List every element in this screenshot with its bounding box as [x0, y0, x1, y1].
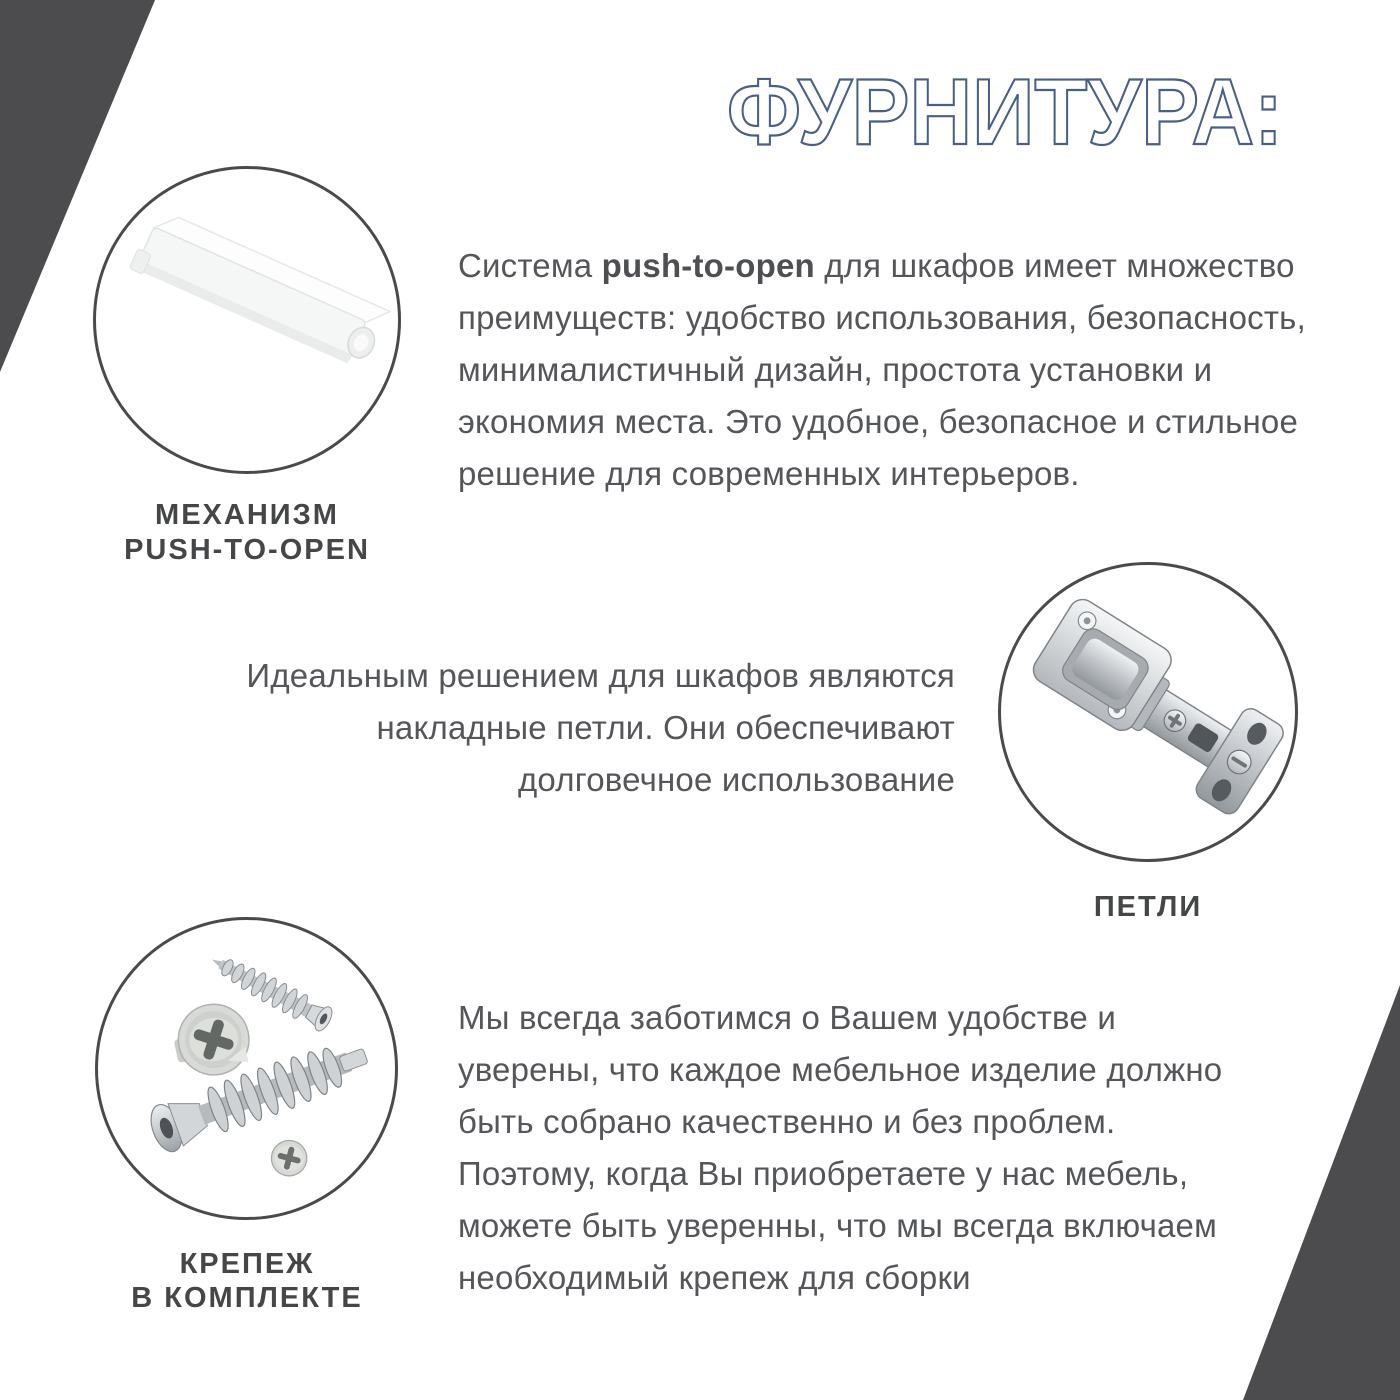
caption-fasteners-line1: КРЕПЕЖ	[179, 1248, 315, 1280]
push-to-open-mechanism-icon	[96, 169, 398, 471]
text-line: минималистичный дизайн, простота установки и	[458, 351, 1213, 388]
text-line: преимуществ: удобство использования, безопасность,	[458, 299, 1306, 336]
text-line: накладные петли. Они обеспечивают	[376, 709, 955, 746]
caption-hinges-line1: ПЕТЛИ	[1093, 891, 1203, 923]
page-title-block	[725, 58, 1325, 166]
caption-fasteners	[57, 1247, 437, 1315]
paragraph-fasteners	[458, 992, 1348, 1304]
paragraph-push-to-open	[458, 240, 1348, 500]
caption-push-to-open	[57, 498, 437, 568]
screws-and-cam-fittings-icon	[98, 920, 395, 1217]
text-line: можете быть уверенны, что мы всегда включаем	[458, 1207, 1217, 1244]
text-line: Мы всегда заботимся о Вашем удобстве и	[458, 999, 1116, 1036]
hinge-photo-circle	[998, 562, 1298, 862]
caption-hinges	[995, 890, 1301, 925]
caption-push-to-open-line1: МЕХАНИЗМ	[155, 499, 339, 531]
text-line: решение для современных интерьеров.	[458, 455, 1080, 492]
text-line: Идеальным решением для шкафов являются	[246, 657, 955, 694]
text-line: экономия места. Это удобное, безопасное и стильное	[458, 403, 1298, 440]
text-line: Система push-to-open для шкафов имеет множество	[458, 247, 1295, 284]
text-line: необходимый крепеж для сборки	[458, 1259, 971, 1296]
paragraph-hinges	[235, 650, 955, 806]
cabinet-hinge-icon	[1001, 565, 1295, 859]
text-line: долговечное использование	[517, 761, 955, 798]
text-line: уверены, что каждое мебельное изделие должно	[458, 1051, 1223, 1088]
text-line: быть собрано качественно и без проблем.	[458, 1103, 1116, 1140]
page-title: ФУРНИТУРА:	[727, 59, 1283, 164]
fasteners-photo-circle	[95, 917, 398, 1220]
text-line: Поэтому, когда Вы приобретаете у нас мебель,	[458, 1155, 1189, 1192]
push-to-open-photo-circle	[93, 166, 401, 474]
caption-push-to-open-line2: PUSH-TO-OPEN	[124, 534, 370, 566]
caption-fasteners-line2: В КОМПЛЕКТЕ	[131, 1282, 363, 1314]
